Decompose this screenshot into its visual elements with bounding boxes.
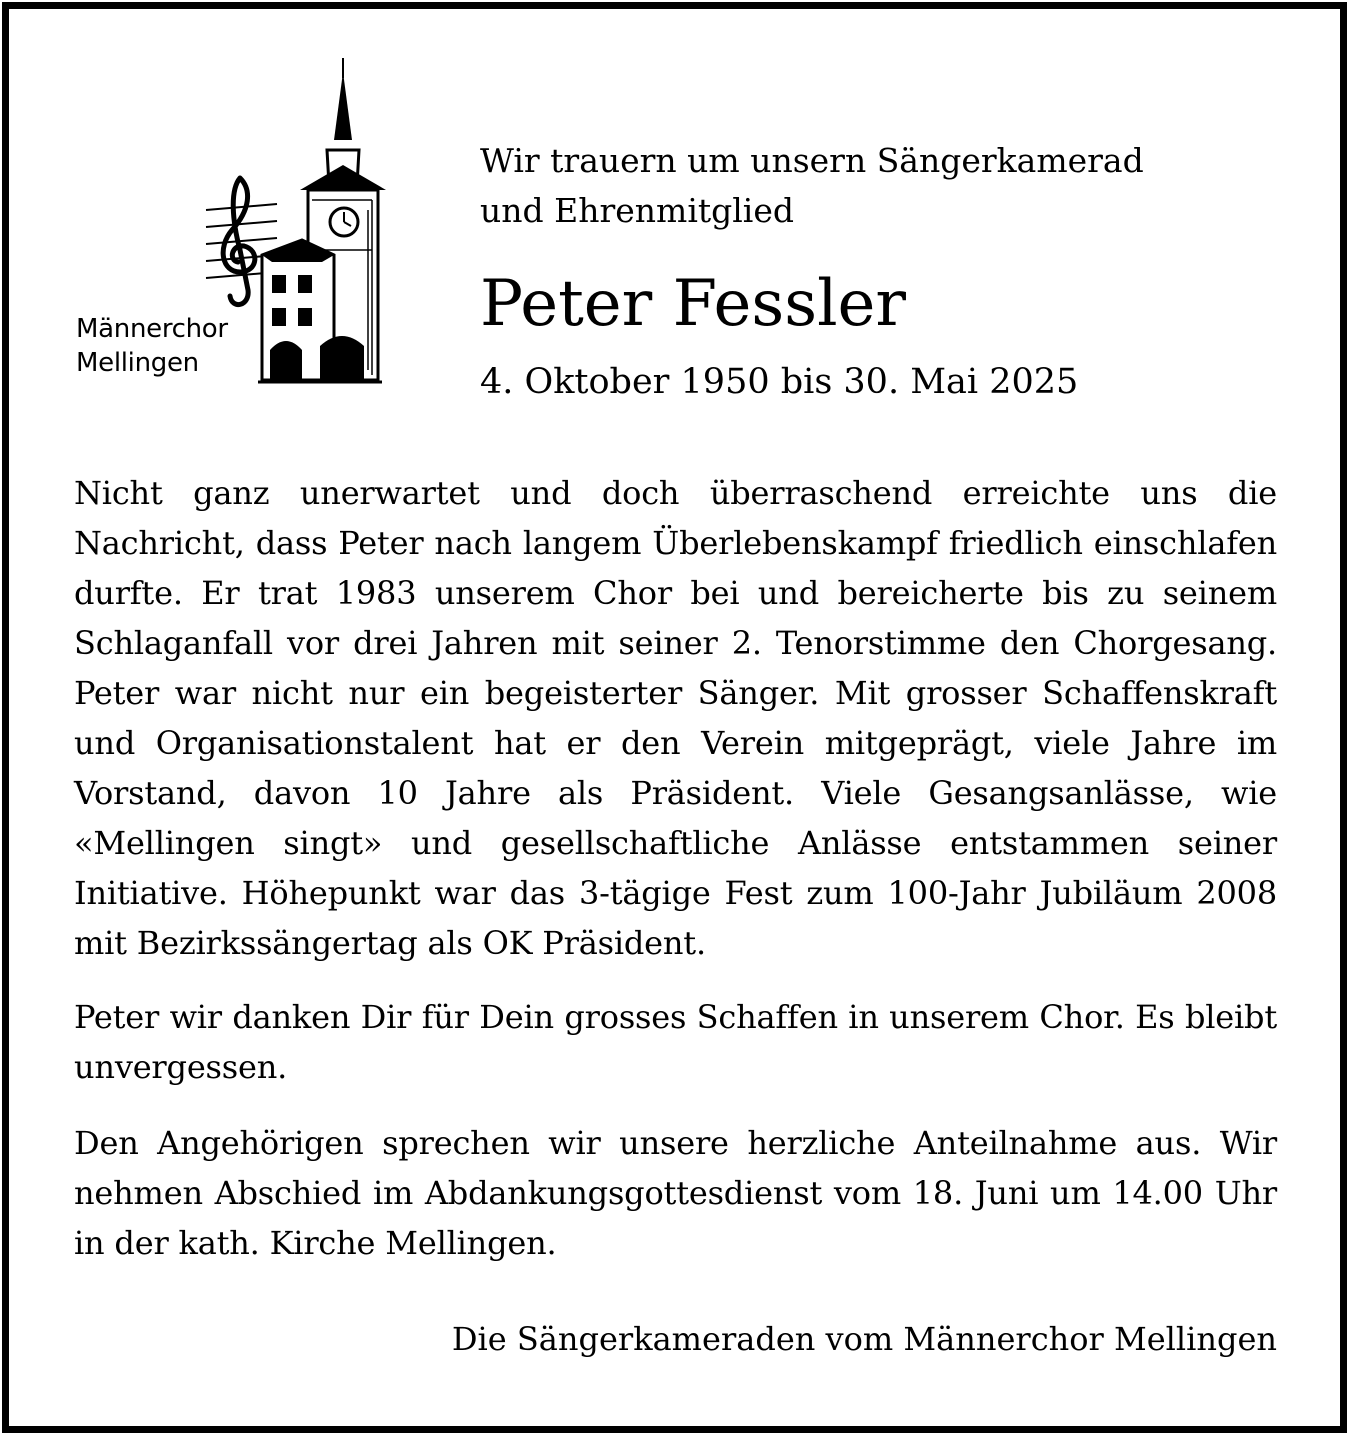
service-paragraph: Den Angehörigen sprechen wir unsere herzliche Anteilnahme aus. Wir nehmen Abschied im Abdankungsgottesdienst vom 18. Juni um 14.00 Uhr in der kath. Kirche Mellingen. bbox=[74, 1124, 1277, 1262]
intro-line-2: und Ehrenmitglied bbox=[480, 191, 795, 230]
intro-text bbox=[480, 136, 1144, 236]
intro-line-1: Wir trauern um unsern Sängerkamerad bbox=[480, 141, 1144, 180]
logo-text bbox=[76, 312, 228, 380]
signature: Die Sängerkameraden vom Männerchor Mellingen bbox=[451, 1320, 1277, 1358]
deceased-name: Peter Fessler bbox=[480, 267, 906, 341]
logo-line-1: Männerchor bbox=[76, 314, 228, 344]
logo-line-2: Mellingen bbox=[76, 348, 199, 378]
life-dates: 4. Oktober 1950 bis 30. Mai 2025 bbox=[480, 362, 1079, 402]
thanks-paragraph: Peter wir danken Dir für Dein grosses Schaffen in unserem Chor. Es bleibt unvergessen. bbox=[74, 998, 1277, 1086]
tribute-paragraph: Nicht ganz unerwartet und doch überraschend erreichte uns die Nachricht, dass Peter nach langem Überlebenskampf friedlich einschlafen durfte. Er trat 1983 unserem Chor bei und bereicherte bis zu seinem Schlaganfall vor drei Jahren mit seiner 2. Tenorstimme den Chorgesang. Peter war nicht nur ein begeisterter Sänger. Mit grosser Schaffenskraft und Organisationstalent hat er den Verein mitgeprägt, viele Jahre im Vorstand, davon 10 Jahre als Präsident. Viele Gesangsanlässe, wie «Mellingen singt» und gesellschaftliche Anlässe entstammen seiner Initiative. Höhepunkt war das 3-tägige Fest zum 100-Jahr Jubiläum 2008 mit Bezirkssängertag als OK Präsident. bbox=[74, 474, 1277, 962]
